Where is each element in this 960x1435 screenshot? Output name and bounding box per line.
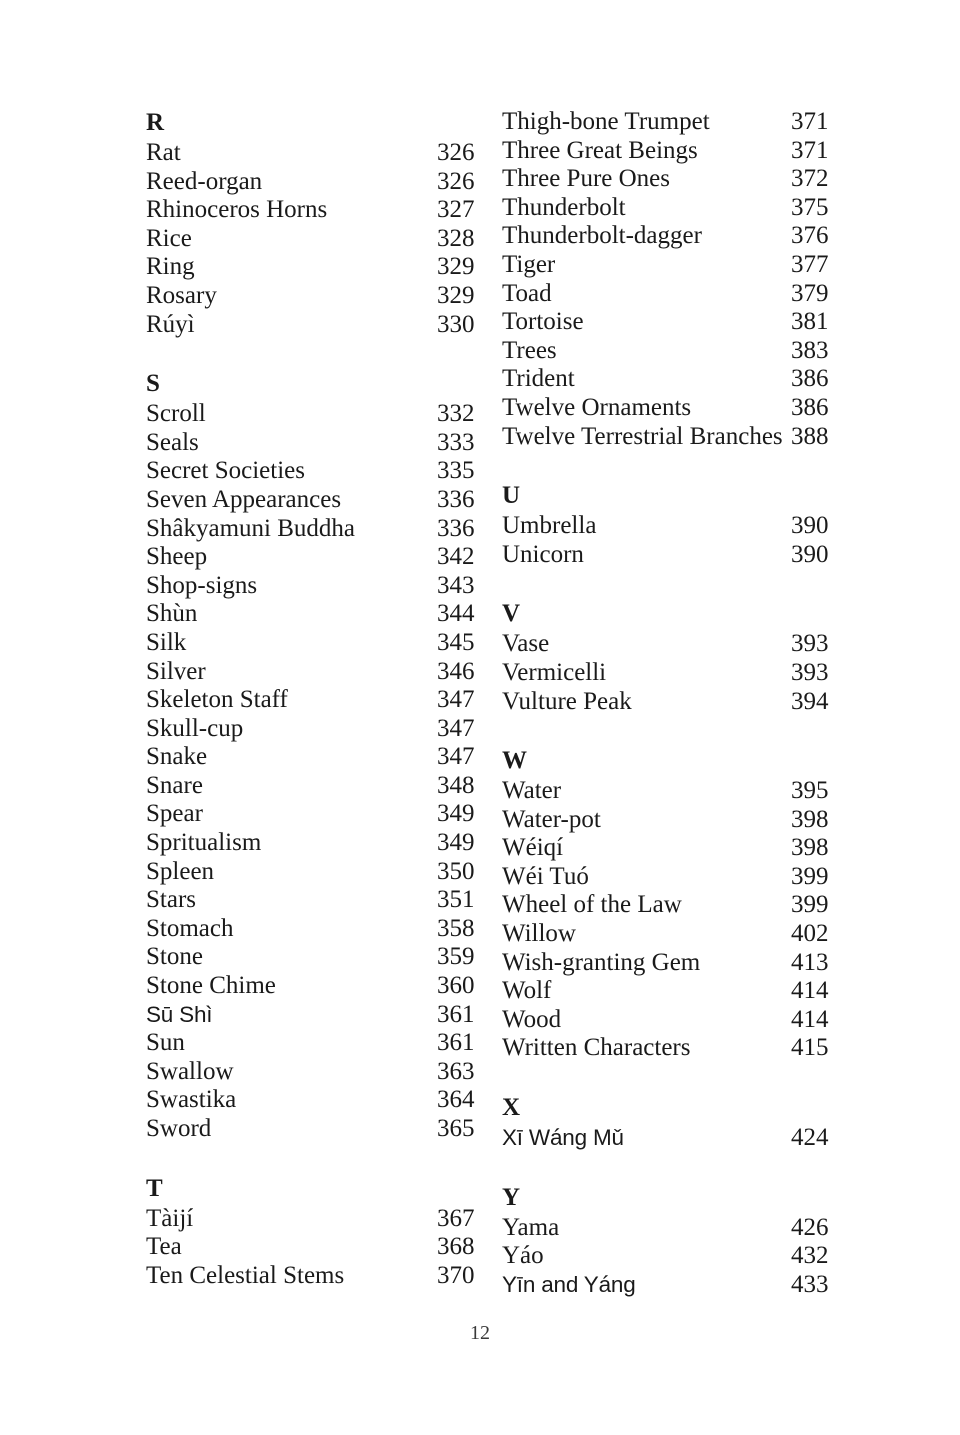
index-entry-list (146, 1205, 486, 1291)
index-entry (502, 1034, 854, 1063)
index-entry (146, 743, 486, 772)
index-entry (502, 137, 854, 166)
index-entry-list (502, 108, 854, 451)
index-entry-page-number: 424 (791, 1124, 829, 1152)
index-entry-page-number: 350 (437, 857, 475, 885)
index-entry-page-number: 347 (437, 743, 475, 771)
index-entry-title: Rhinoceros Horns (146, 196, 328, 224)
index-entry (146, 629, 486, 658)
section-letter-heading: W (502, 747, 528, 775)
index-entry-title: Vase (502, 630, 550, 658)
index-section-u (502, 481, 854, 569)
index-entry-title: Stars (146, 886, 196, 914)
index-entry-title: Spritualism (146, 829, 262, 857)
index-entry-title: Written Characters (502, 1034, 691, 1062)
index-entry-title: Xī Wáng Mǔ (502, 1125, 624, 1151)
index-entry-page-number: 332 (437, 400, 475, 428)
index-entry (146, 1029, 486, 1058)
index-column-right (502, 108, 854, 1299)
index-entry-page-number: 381 (791, 308, 829, 336)
index-section-t (146, 1174, 486, 1291)
index-entry-title: Willow (502, 920, 576, 948)
index-entry-page-number: 426 (791, 1213, 829, 1241)
index-entry-title: Vulture Peak (502, 687, 632, 715)
index-entry-title: Thigh-bone Trumpet (502, 108, 710, 135)
index-entry (146, 1262, 486, 1291)
index-entry (146, 196, 486, 225)
index-entry-page-number: 329 (437, 253, 475, 281)
index-entry-page-number: 390 (791, 540, 829, 568)
index-entry-page-number: 399 (791, 891, 829, 919)
index-entry (502, 630, 854, 659)
index-entry-title: Swallow (146, 1057, 234, 1085)
index-entry (502, 251, 854, 280)
index-entry (502, 834, 854, 863)
index-entry-title: Secret Societies (146, 457, 305, 485)
index-entry-title: Twelve Terrestrial Branches (502, 422, 783, 450)
index-entry (146, 225, 486, 254)
section-letter-heading: U (502, 482, 521, 510)
index-entry-title: Tàijí (146, 1204, 194, 1232)
index-entry-page-number: 326 (437, 167, 475, 195)
index-entry-page-number: 360 (437, 972, 475, 1000)
index-entry-title: Yáo (502, 1242, 544, 1270)
index-entry-page-number: 368 (437, 1233, 475, 1261)
index-entry-title: Silver (146, 657, 206, 685)
section-letter-heading: R (146, 109, 165, 136)
index-entry (502, 1271, 854, 1300)
index-entry (502, 308, 854, 337)
index-entry-page-number: 342 (437, 543, 475, 571)
index-entry-title: Tiger (502, 250, 556, 278)
index-entry (502, 659, 854, 688)
index-entry-page-number: 333 (437, 428, 475, 456)
index-entry-title: Umbrella (502, 512, 597, 540)
index-entry-title: Twelve Ornaments (502, 393, 692, 421)
index-entry-page-number: 393 (791, 630, 829, 658)
index-entry-page-number: 348 (437, 771, 475, 799)
index-entry (146, 943, 486, 972)
index-entry-page-number: 432 (791, 1242, 829, 1270)
index-entry-title: Spleen (146, 857, 215, 885)
index-entry-title: Trees (502, 336, 557, 364)
index-entry (502, 1214, 854, 1243)
index-entry-title: Toad (502, 279, 552, 307)
index-entry-title: Snare (146, 771, 203, 799)
index-entry-title: Reed-organ (146, 167, 263, 195)
index-entry-page-number: 367 (437, 1204, 475, 1232)
index-entry (146, 429, 486, 458)
index-entry-title: Wéi Tuó (502, 862, 589, 890)
index-entry-title: Stone (146, 943, 203, 971)
index-entry-title: Wish-granting Gem (502, 948, 701, 976)
index-entry-page-number: 414 (791, 1005, 829, 1033)
index-entry-list (502, 1214, 854, 1300)
index-entry-page-number: 328 (437, 224, 475, 252)
index-entry-page-number: 349 (437, 800, 475, 828)
index-entry (146, 1205, 486, 1234)
index-entry-page-number: 346 (437, 657, 475, 685)
index-entry-title: Stomach (146, 914, 234, 942)
index-entry (146, 886, 486, 915)
index-entry-list (146, 139, 486, 339)
index-entry-page-number: 347 (437, 686, 475, 714)
index-entry-title: Sū Shì (146, 1001, 213, 1027)
index-entry-page-number: 358 (437, 914, 475, 942)
index-entry (146, 1086, 486, 1115)
index-entry-page-number: 344 (437, 600, 475, 628)
index-entry-page-number: 359 (437, 943, 475, 971)
index-entry (502, 194, 854, 223)
section-letter-heading: S (146, 370, 161, 398)
index-entry-page-number: 326 (437, 139, 475, 166)
index-entry (502, 1006, 854, 1035)
index-entry-page-number: 361 (437, 1000, 475, 1028)
index-entry-list (502, 630, 854, 716)
index-entry-title: Seven Appearances (146, 485, 342, 513)
index-entry-title: Shâkyamuni Buddha (146, 514, 356, 542)
index-entry-title: Rosary (146, 281, 217, 309)
index-section-y (502, 1183, 854, 1300)
index-entry (146, 282, 486, 311)
index-entry-page-number: 375 (791, 193, 829, 221)
index-section-r (146, 108, 486, 339)
index-entry (146, 486, 486, 515)
index-entry-page-number: 414 (791, 977, 829, 1005)
index-entry (146, 800, 486, 829)
index-entry-page-number: 386 (791, 393, 829, 421)
index-entry (146, 658, 486, 687)
index-entry-page-number: 376 (791, 222, 829, 250)
index-entry (502, 337, 854, 366)
index-entry-page-number: 330 (437, 310, 475, 338)
index-entry (146, 1001, 486, 1030)
index-entry-title: Unicorn (502, 540, 584, 568)
index-entry-title: Thunderbolt (502, 193, 626, 221)
index-entry-title: Sword (146, 1115, 212, 1142)
section-letter-heading: X (502, 1094, 521, 1122)
index-entry-page-number: 433 (791, 1270, 829, 1298)
index-entry (502, 688, 854, 717)
index-entry-page-number: 327 (437, 196, 475, 224)
index-entry (146, 858, 486, 887)
index-entry-page-number: 343 (437, 571, 475, 599)
index-entry (502, 423, 854, 452)
index-entry (146, 543, 486, 572)
index-entry-page-number: 371 (791, 108, 829, 135)
index-section-s (146, 369, 486, 1143)
index-entry-page-number: 395 (791, 777, 829, 805)
index-entry-title: Wolf (502, 977, 552, 1005)
index-entry (146, 168, 486, 197)
index-entry-page-number: 394 (791, 687, 829, 715)
index-entry-title: Wéiqí (502, 834, 564, 862)
index-entry (502, 222, 854, 251)
index-entry-title: Rúyì (146, 310, 195, 338)
page-folio: 12 (470, 1322, 490, 1344)
index-entry-page-number: 364 (437, 1086, 475, 1114)
index-entry-list (502, 777, 854, 1063)
index-entry-title: Trident (502, 365, 575, 393)
index-entry-title: Sun (146, 1029, 185, 1057)
index-entry (146, 915, 486, 944)
index-entry-page-number: 413 (791, 948, 829, 976)
index-entry-title: Water (502, 777, 562, 805)
index-entry (502, 777, 854, 806)
index-entry-page-number: 372 (791, 165, 829, 193)
index-entry-title: Tea (146, 1233, 182, 1261)
index-entry-page-number: 379 (791, 279, 829, 307)
index-entry-title: Thunderbolt-dagger (502, 222, 702, 250)
index-entry-page-number: 351 (437, 886, 475, 914)
index-entry (146, 972, 486, 1001)
index-entry-page-number: 370 (437, 1261, 475, 1289)
index-entry-title: Wheel of the Law (502, 891, 682, 919)
index-entry-page-number: 347 (437, 714, 475, 742)
index-entry-title: Water-pot (502, 805, 601, 833)
index-entry (146, 1115, 486, 1144)
index-entry (502, 977, 854, 1006)
index-entry-title: Skull-cup (146, 714, 244, 742)
index-entry (502, 806, 854, 835)
index-entry (146, 686, 486, 715)
index-entry-title: Scroll (146, 400, 206, 428)
index-columns (0, 108, 960, 1298)
index-entry (146, 600, 486, 629)
index-entry-title: Three Great Beings (502, 136, 698, 164)
index-section-t (502, 108, 854, 451)
index-entry (502, 541, 854, 570)
index-entry (502, 949, 854, 978)
index-section-v (502, 599, 854, 716)
index-entry (146, 139, 486, 168)
index-entry (502, 1242, 854, 1271)
index-entry-title: Spear (146, 800, 203, 828)
index-entry (502, 863, 854, 892)
index-entry (146, 311, 486, 340)
index-entry (146, 1058, 486, 1087)
index-entry (146, 715, 486, 744)
index-entry (502, 512, 854, 541)
index-entry-page-number: 388 (791, 422, 829, 450)
index-entry-title: Silk (146, 628, 187, 656)
index-section-x (502, 1093, 854, 1153)
index-entry-page-number: 383 (791, 336, 829, 364)
section-letter-heading: T (146, 1174, 164, 1202)
index-entry-title: Vermicelli (502, 658, 607, 686)
index-entry-page-number: 349 (437, 829, 475, 857)
index-entry-page-number: 393 (791, 658, 829, 686)
index-entry-page-number: 336 (437, 485, 475, 513)
index-entry (502, 394, 854, 423)
index-entry-list (502, 512, 854, 569)
index-entry-page-number: 329 (437, 281, 475, 309)
index-entry-title: Tortoise (502, 308, 584, 336)
index-entry-title: Shop-signs (146, 571, 258, 599)
index-entry (146, 400, 486, 429)
index-entry (502, 920, 854, 949)
index-entry-title: Rice (146, 224, 192, 252)
index-entry (502, 280, 854, 309)
index-section-w (502, 746, 854, 1063)
index-entry-title: Shùn (146, 600, 198, 628)
index-entry-title: Skeleton Staff (146, 686, 288, 714)
index-entry (146, 457, 486, 486)
section-letter-heading: V (502, 600, 521, 628)
index-entry-page-number: 386 (791, 365, 829, 393)
index-entry-page-number: 361 (437, 1029, 475, 1057)
index-entry-page-number: 398 (791, 805, 829, 833)
index-entry-page-number: 402 (791, 920, 829, 948)
index-entry-title: Swastika (146, 1086, 237, 1114)
index-entry-page-number: 335 (437, 457, 475, 485)
index-entry-title: Three Pure Ones (502, 165, 670, 193)
index-entry-page-number: 415 (791, 1034, 829, 1062)
index-entry-title: Seals (146, 428, 199, 456)
index-column-left (146, 108, 486, 1290)
index-entry-page-number: 345 (437, 628, 475, 656)
index-entry-page-number: 336 (437, 514, 475, 542)
index-entry-title: Rat (146, 139, 181, 166)
index-entry-title: Wood (502, 1005, 562, 1033)
index-entry (146, 572, 486, 601)
index-entry (502, 1124, 854, 1153)
section-letter-heading: Y (502, 1183, 521, 1211)
index-entry (502, 165, 854, 194)
index-entry-page-number: 365 (437, 1115, 475, 1142)
index-entry-page-number: 377 (791, 250, 829, 278)
index-entry (146, 1233, 486, 1262)
index-entry-page-number: 363 (437, 1057, 475, 1085)
index-entry (146, 829, 486, 858)
index-entry-page-number: 390 (791, 512, 829, 540)
index-entry (146, 515, 486, 544)
index-entry-list (502, 1124, 854, 1153)
index-entry (146, 772, 486, 801)
index-entry-list (146, 400, 486, 1143)
index-entry-page-number: 399 (791, 862, 829, 890)
index-entry-page-number: 398 (791, 834, 829, 862)
index-entry-title: Ten Celestial Stems (146, 1261, 345, 1289)
index-entry (502, 891, 854, 920)
index-entry-title: Stone Chime (146, 972, 276, 1000)
index-entry-title: Ring (146, 253, 195, 281)
index-entry-title: Snake (146, 743, 208, 771)
index-entry-title: Yīn and Yáng (502, 1271, 636, 1297)
index-entry-title: Sheep (146, 543, 208, 571)
index-entry-page-number: 371 (791, 136, 829, 164)
index-entry-title: Yama (502, 1213, 560, 1241)
index-entry (502, 365, 854, 394)
index-entry (502, 108, 854, 137)
index-entry (146, 253, 486, 282)
